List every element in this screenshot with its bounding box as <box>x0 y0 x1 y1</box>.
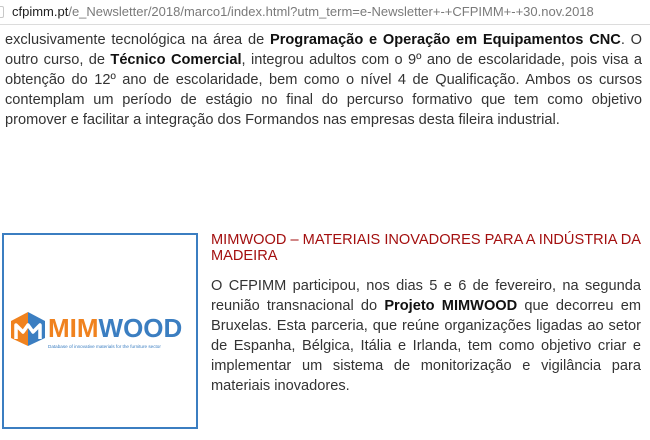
logo-word-mim: MIM <box>48 313 99 343</box>
intro-text-3: , integrou adultos com o 9º ano de escolaridade, pois visa a obtenção do 12º ano de escolaridade, bem como o nível 4 de Qualificação. Ambos os cursos contemplam um período de estágio no final do percurso formativo que tem como objetivo promover e facilitar a integração dos Formandos nas empresas desta fileira industrial. <box>5 52 642 128</box>
article-text-2: que decorreu em Bruxelas. Esta parceria, que reúne organizações ligadas ao setor de Espanha, Bélgica, Itália e Irlanda, tem como objetivo criar e implementar um sistema de monitorização e vigilância para materiais inovadores. <box>211 298 642 394</box>
article-body <box>211 276 641 396</box>
address-url[interactable] <box>12 0 594 24</box>
address-domain: cfpimm.pt <box>12 4 69 19</box>
intro-paragraph <box>5 30 642 130</box>
intro-text-1: exclusivamente tecnológica na área de <box>5 32 270 48</box>
logo-word-wood: WOOD <box>98 313 183 343</box>
address-bar[interactable] <box>0 0 650 25</box>
article-bold-project: Projeto MIMWOOD <box>384 298 518 314</box>
article-text-1: O CFPIMM participou, nos dias 5 e 6 de fevereiro, na segunda reunião transnacional do <box>211 278 641 314</box>
page-icon <box>0 6 4 18</box>
mimwood-logo-box <box>2 233 198 429</box>
mimwood-logo-wordmark <box>48 315 182 341</box>
mimwood-logo-mark-icon <box>11 312 45 348</box>
logo-tagline: Database of innovative materials for the furniture sector <box>48 344 161 349</box>
intro-text-2: . O outro curso, de <box>5 32 642 68</box>
address-path: /e_Newsletter/2018/marco1/index.html?utm_term=e-Newsletter+-+CFPIMM+-+30.nov.2018 <box>68 4 594 19</box>
intro-bold-course-commercial: Técnico Comercial <box>110 52 242 68</box>
intro-bold-course-cnc: Programação e Operação em Equipamentos CNC <box>269 32 621 48</box>
article-title[interactable]: MIMWOOD – MATERIAIS INOVADORES PARA A INDÚSTRIA DA MADEIRA <box>211 232 641 264</box>
